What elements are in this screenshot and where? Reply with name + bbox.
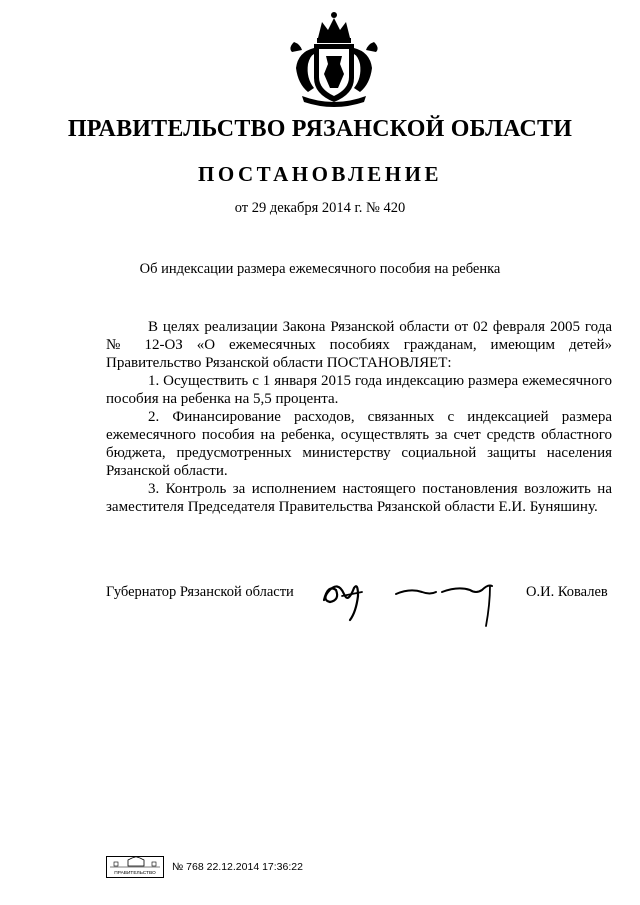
clause-2-paragraph: 2. Финансирование расходов, связанных с индексацией размера ежемесячного пособия на ребенка, осуществлять за счет средств областного бюджета, предусмотренных министерству социальной защиты населения Рязанской области.: [106, 409, 612, 479]
document-body: [106, 318, 612, 516]
handwritten-signature: [318, 570, 508, 630]
registration-stamp: [106, 856, 164, 878]
organization-title: ПРАВИТЕЛЬСТВО РЯЗАНСКОЙ ОБЛАСТИ: [67, 116, 573, 142]
document-date-number: от 29 декабря 2014 г. № 420: [234, 200, 406, 216]
signatory-role: Губернатор Рязанской области: [106, 584, 294, 600]
clause-3-paragraph: 3. Контроль за исполнением настоящего постановления возложить на заместителя Председателя Правительства Рязанской области Е.И. Буняшину.: [106, 481, 612, 515]
registration-number: № 768 22.12.2014 17:36:22: [172, 861, 303, 873]
clause-1-paragraph: 1. Осуществить с 1 января 2015 года индексацию размера ежемесячного пособия на ребенка на 5,5 процента.: [106, 373, 612, 407]
document-subject: Об индексации размера ежемесячного пособия на ребенка: [139, 261, 501, 277]
document-type-heading: ПОСТАНОВЛЕНИЕ: [198, 162, 442, 186]
coat-of-arms-emblem: [288, 8, 380, 108]
signatory-name: О.И. Ковалев: [526, 584, 608, 600]
preamble-paragraph: В целях реализации Закона Рязанской области от 02 февраля 2005 года № 12-ОЗ «О ежемесячных пособиях гражданам, имеющим детей» Правительство Рязанской области ПОСТАНОВЛЯЕТ:: [106, 319, 612, 371]
svg-text:ПРАВИТЕЛЬСТВО: ПРАВИТЕЛЬСТВО: [114, 871, 156, 876]
